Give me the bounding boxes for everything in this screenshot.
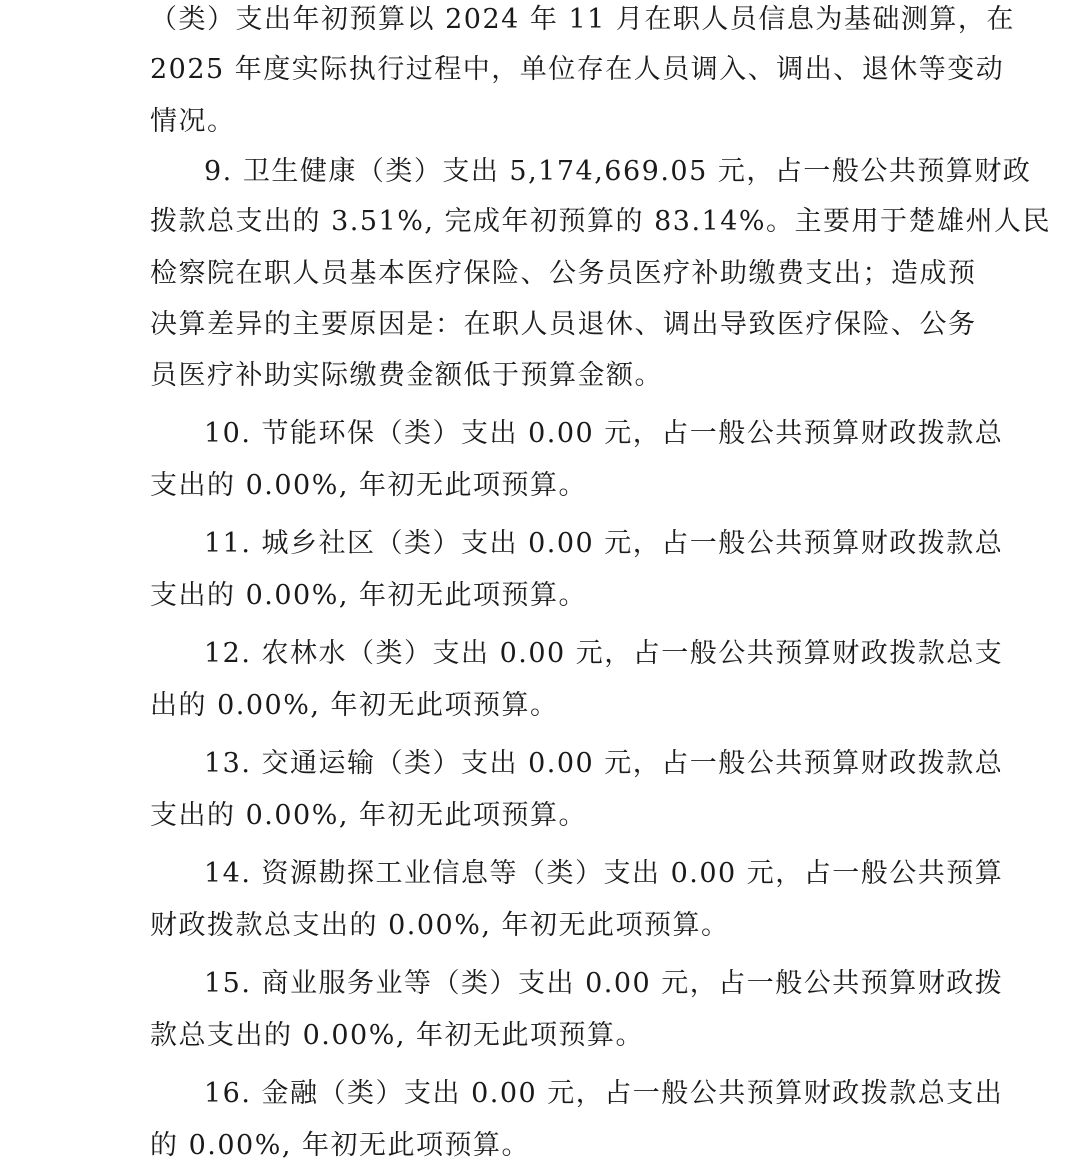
paragraph-line: 的 0.00%, 年初无此项预算。	[150, 1130, 531, 1161]
paragraph-line: 员医疗补助实际缴费金额低于预算金额。	[150, 360, 663, 391]
paragraph-line-item-11: 11. 城乡社区（类）支出 0.00 元，占一般公共预算财政拨款总	[204, 528, 1004, 559]
paragraph-line-item-13: 13. 交通运输（类）支出 0.00 元，占一般公共预算财政拨款总	[204, 748, 1004, 779]
paragraph-line: 决算差异的主要原因是：在职人员退休、调出导致医疗保险、公务	[150, 309, 977, 340]
paragraph-line-item-16: 16. 金融（类）支出 0.00 元，占一般公共预算财政拨款总支出	[204, 1078, 1004, 1109]
paragraph-line: 款总支出的 0.00%, 年初无此项预算。	[150, 1020, 645, 1051]
paragraph-line: 财政拨款总支出的 0.00%, 年初无此项预算。	[150, 910, 730, 941]
paragraph-line-item-12: 12. 农林水（类）支出 0.00 元，占一般公共预算财政拨款总支	[204, 638, 1004, 669]
paragraph-line-item-14: 14. 资源勘探工业信息等（类）支出 0.00 元，占一般公共预算	[204, 858, 1004, 889]
paragraph-line: 2025 年度实际执行过程中，单位存在人员调入、调出、退休等变动	[150, 54, 1005, 85]
paragraph-line: 出的 0.00%, 年初无此项预算。	[150, 690, 559, 721]
paragraph-line: 拨款总支出的 3.51%, 完成年初预算的 83.14%。主要用于楚雄州人民	[150, 206, 1052, 237]
paragraph-line: 支出的 0.00%, 年初无此项预算。	[150, 470, 588, 501]
paragraph-line: 支出的 0.00%, 年初无此项预算。	[150, 800, 588, 831]
paragraph-line: 支出的 0.00%, 年初无此项预算。	[150, 580, 588, 611]
paragraph-line: （类）支出年初预算以 2024 年 11 月在职人员信息为基础测算，在	[150, 4, 1015, 35]
paragraph-line: 情况。	[150, 106, 236, 137]
paragraph-line: 检察院在职人员基本医疗保险、公务员医疗补助缴费支出；造成预	[150, 258, 977, 289]
paragraph-line-item-15: 15. 商业服务业等（类）支出 0.00 元，占一般公共预算财政拨	[204, 968, 1004, 999]
paragraph-line-item-10: 10. 节能环保（类）支出 0.00 元，占一般公共预算财政拨款总	[204, 418, 1004, 449]
paragraph-line-item-9: 9. 卫生健康（类）支出 5,174,669.05 元，占一般公共预算财政	[204, 156, 1032, 187]
